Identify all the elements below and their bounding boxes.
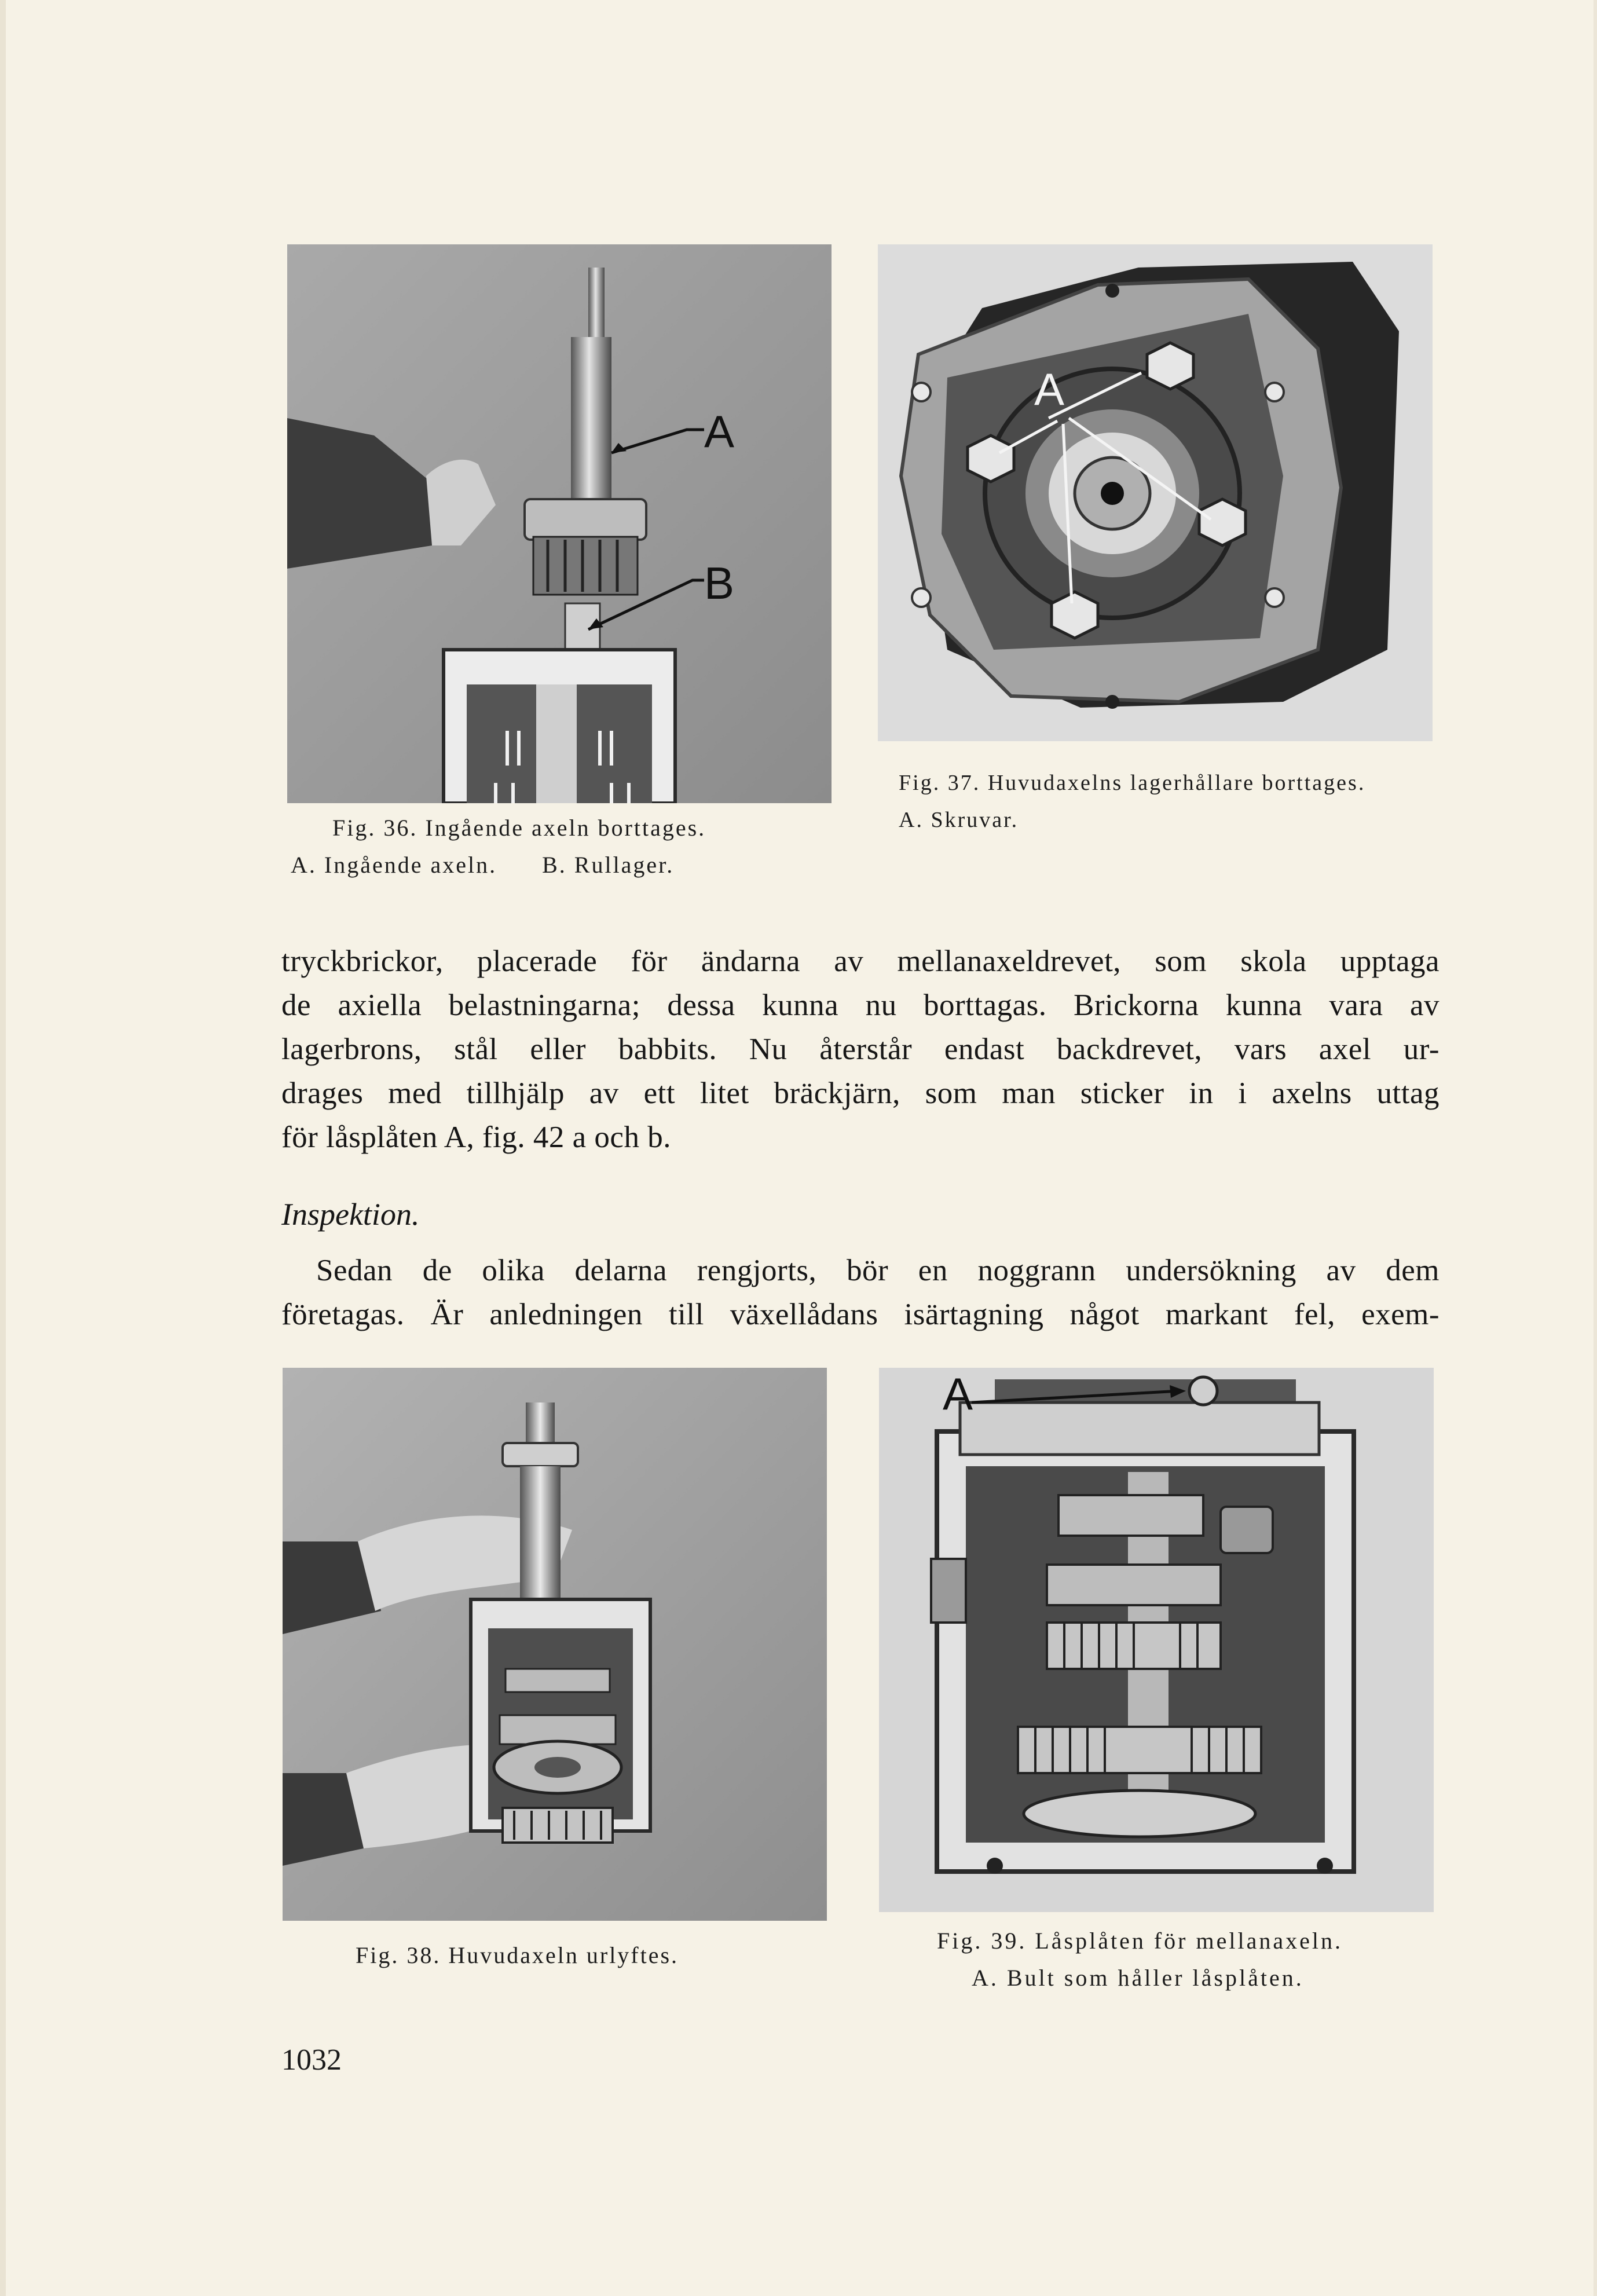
figure-38-caption-title: Fig. 38. Huvudaxeln urlyftes. — [356, 1942, 679, 1968]
paragraph-2-line: Sedan de olika delarna rengjorts, bör en noggrann undersökning av dem — [316, 1254, 1440, 1287]
section-heading: Inspektion. — [281, 1197, 420, 1232]
figure-38-caption — [356, 1937, 679, 1974]
figure-37-photo — [878, 244, 1433, 741]
figure-39-caption-title: Fig. 39. Låsplåten för mellanaxeln. — [937, 1928, 1343, 1954]
paragraph-2 — [281, 1248, 1440, 1336]
figure-38-photo — [283, 1368, 827, 1921]
figure-36-photo — [287, 244, 832, 803]
figure-36-caption-legend: A. Ingående axeln. B. Rullager. — [291, 852, 675, 878]
paragraph-1-line: drages med tillhjälp av ett litet bräckjärn, som man sticker in i axelns uttag — [281, 1076, 1440, 1110]
figure-37-caption — [899, 764, 1365, 838]
figure-37-callout-a: A — [1034, 364, 1065, 415]
figure-39-callout-a: A — [943, 1368, 973, 1419]
paragraph-1-line: för låsplåten A, fig. 42 a och b. — [281, 1120, 671, 1154]
figure-39-caption — [937, 1923, 1343, 1997]
figure-37-caption-legend: A. Skruvar. — [899, 808, 1019, 832]
figure-36-caption-title: Fig. 36. Ingående axeln borttages. — [332, 815, 706, 841]
paragraph-1-line: de axiella belastningarna; dessa kunna nu borttagas. Brickorna kunna vara av — [281, 988, 1440, 1022]
paragraph-1-line: lagerbrons, stål eller babbits. Nu återstår endast backdrevet, vars axel ur- — [281, 1032, 1440, 1066]
figure-39-caption-legend: A. Bult som håller låsplåten. — [972, 1965, 1304, 1991]
figure-39-photo — [879, 1368, 1434, 1912]
paragraph-1-line: tryckbrickor, placerade för ändarna av mellanaxeldrevet, som skola upptaga — [281, 944, 1440, 978]
paragraph-2-line: företagas. Är anledningen till växellådans isärtagning något markant fel, exem- — [281, 1298, 1440, 1331]
paragraph-1 — [281, 939, 1440, 1159]
figure-36-caption — [291, 810, 706, 884]
figure-36-callout-a: A — [704, 406, 735, 457]
page-number: 1032 — [281, 2044, 342, 2077]
figure-37-caption-title: Fig. 37. Huvudaxelns lagerhållare borttages. — [899, 771, 1366, 795]
figure-36-callout-b: B — [704, 558, 735, 609]
